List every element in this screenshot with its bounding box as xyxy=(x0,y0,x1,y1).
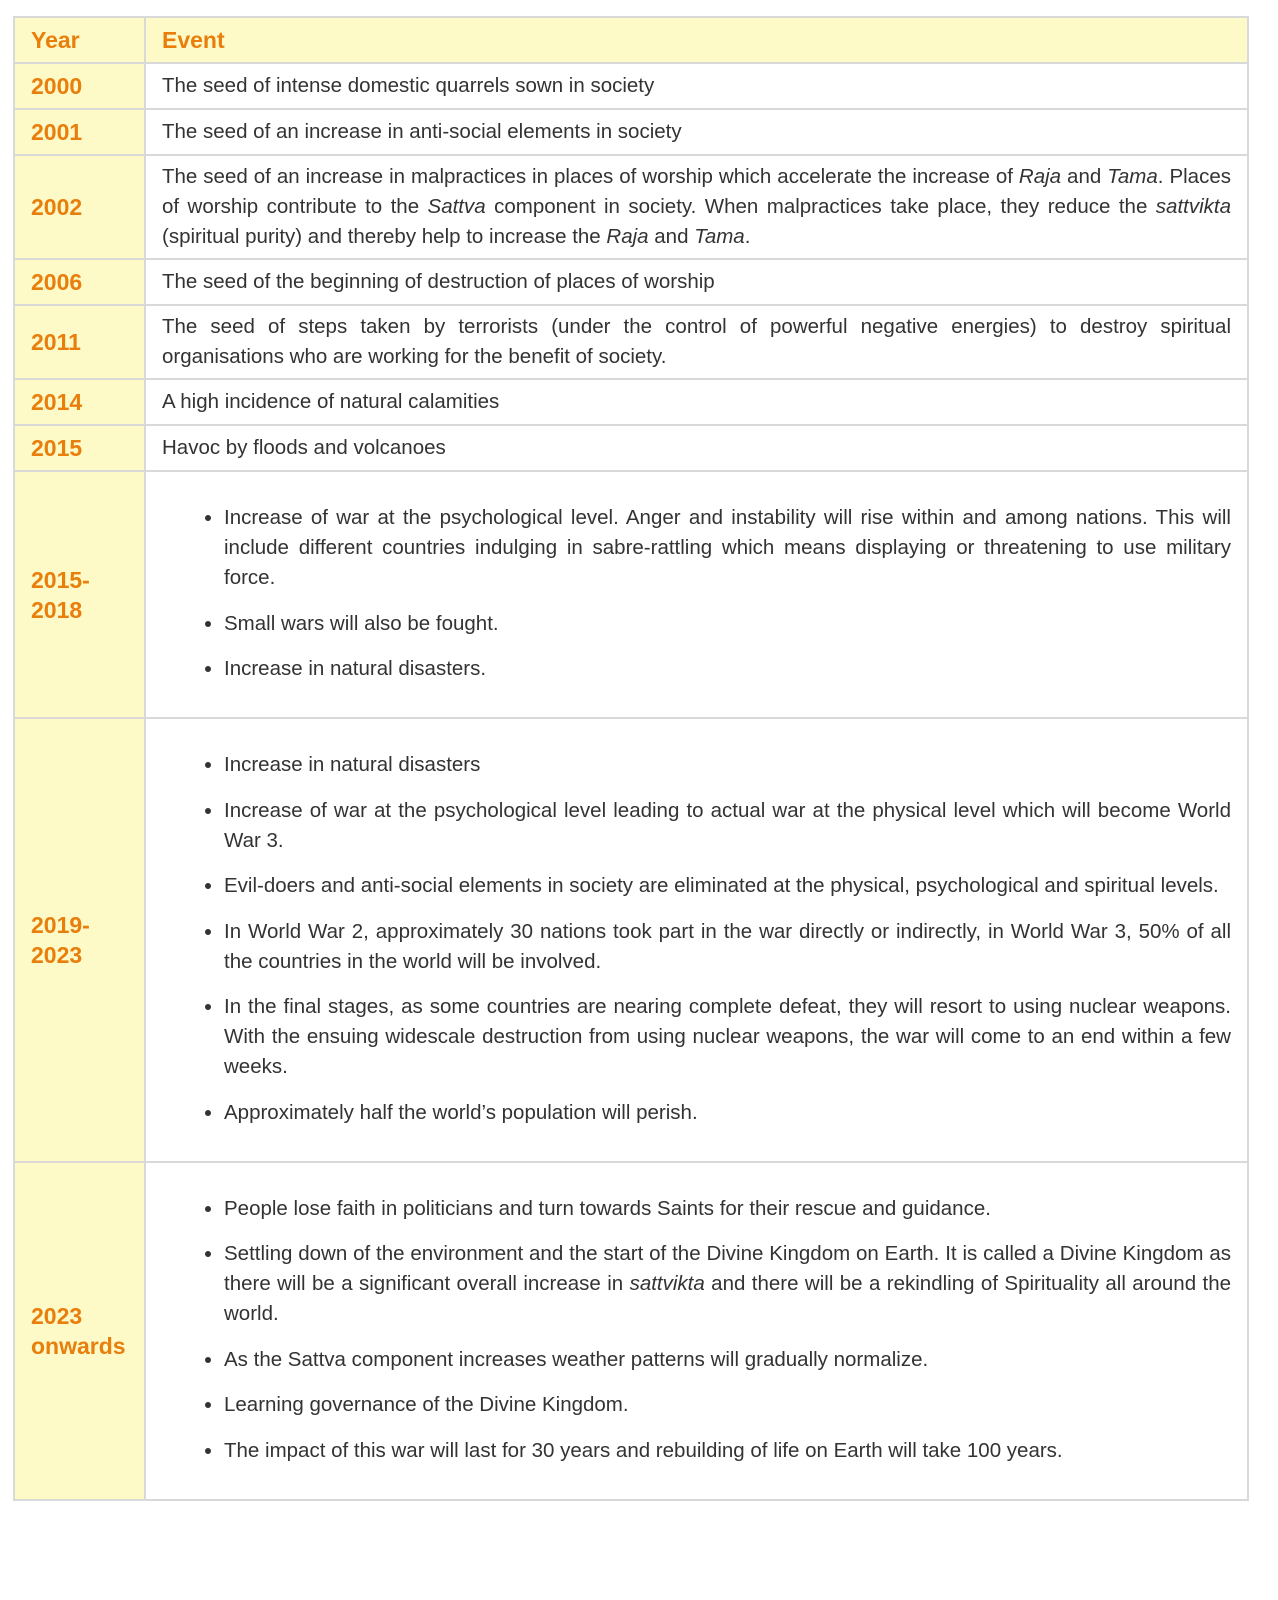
event-cell xyxy=(145,1162,1248,1500)
table-row xyxy=(14,718,1248,1162)
list-item: • Increase in natural disasters xyxy=(224,750,1231,780)
table-header-row xyxy=(14,17,1248,63)
list-item: • Evil-doers and anti-social elements in society are eliminated at the physical, psychological and spiritual levels. xyxy=(224,871,1231,901)
event-bullet-list xyxy=(162,1194,1231,1466)
table-row xyxy=(14,305,1248,379)
event-text: and xyxy=(1061,165,1108,188)
list-item: • Approximately half the world’s population will perish. xyxy=(224,1098,1231,1128)
term-sattva: Sattva xyxy=(427,195,486,218)
table-row xyxy=(14,63,1248,109)
event-cell: The seed of the beginning of destruction of places of worship xyxy=(145,259,1248,305)
list-item: • Increase of war at the psychological level. Anger and instability will rise within and among nations. This will include different countries indulging in sabre-rattling which means displaying or threatening to use military force. xyxy=(224,503,1231,593)
year-cell: 2015-2018 xyxy=(14,471,145,718)
term-tama: Tama xyxy=(1107,165,1158,188)
year-cell: 2023 onwards xyxy=(14,1162,145,1500)
event-cell xyxy=(145,471,1248,718)
event-cell xyxy=(145,718,1248,1162)
term-sattvikta: sattvikta xyxy=(629,1272,705,1295)
event-text: Settling down of the environment and the start of the Divine Kingdom on Earth. It is called a Divine Kingdom as there will be a significant overall increase in xyxy=(224,1242,1231,1295)
list-item: • Increase of war at the psychological level leading to actual war at the physical level which will become World War 3. xyxy=(224,796,1231,856)
event-text: . Places of worship contribute to the xyxy=(162,165,1231,218)
term-tama: Tama xyxy=(694,225,745,248)
list-item: • People lose faith in politicians and turn towards Saints for their rescue and guidance. xyxy=(224,1194,1231,1224)
header-year: Year xyxy=(14,17,145,63)
event-text: component in society. When malpractices take place, they reduce the xyxy=(485,195,1156,218)
table-row xyxy=(14,155,1248,259)
year-cell: 2019-2023 xyxy=(14,718,145,1162)
year-cell: 2002 xyxy=(14,155,145,259)
year-cell: 2011 xyxy=(14,305,145,379)
table-row xyxy=(14,425,1248,471)
event-text: The seed of an increase in malpractices in places of worship which accelerate the increase of xyxy=(162,165,1019,188)
event-text: and xyxy=(648,225,695,248)
event-cell xyxy=(145,155,1248,259)
table-row xyxy=(14,379,1248,425)
table-row xyxy=(14,1162,1248,1500)
event-cell: Havoc by floods and volcanoes xyxy=(145,425,1248,471)
list-item: • Small wars will also be fought. xyxy=(224,609,1231,639)
year-cell: 2014 xyxy=(14,379,145,425)
list-item: • Increase in natural disasters. xyxy=(224,654,1231,684)
timeline-table-container xyxy=(13,16,1247,1501)
event-cell: The seed of an increase in anti-social elements in society xyxy=(145,109,1248,155)
event-cell: A high incidence of natural calamities xyxy=(145,379,1248,425)
list-item: • In World War 2, approximately 30 nations took part in the war directly or indirectly, in World War 3, 50% of all the countries in the world will be involved. xyxy=(224,917,1231,977)
table-row xyxy=(14,471,1248,718)
event-text: (spiritual purity) and thereby help to increase the xyxy=(162,225,607,248)
event-bullet-list xyxy=(162,503,1231,684)
term-raja: Raja xyxy=(1018,165,1062,188)
list-item: • In the final stages, as some countries are nearing complete defeat, they will resort to using nuclear weapons. With the ensuing widescale destruction from using nuclear weapons, the war will come to an end within a few weeks. xyxy=(224,992,1231,1082)
year-cell: 2006 xyxy=(14,259,145,305)
list-item: • As the Sattva component increases weather patterns will gradually normalize. xyxy=(224,1345,1231,1375)
event-paragraph xyxy=(162,162,1231,252)
list-item xyxy=(224,1239,1231,1329)
list-item: • Learning governance of the Divine Kingdom. xyxy=(224,1390,1231,1420)
table-row xyxy=(14,259,1248,305)
header-event: Event xyxy=(145,17,1248,63)
list-item: • The impact of this war will last for 30 years and rebuilding of life on Earth will take 100 years. xyxy=(224,1436,1231,1466)
table-row xyxy=(14,109,1248,155)
year-cell: 2000 xyxy=(14,63,145,109)
event-text: . xyxy=(744,225,751,248)
year-cell: 2015 xyxy=(14,425,145,471)
timeline-table xyxy=(13,16,1249,1501)
event-cell: The seed of intense domestic quarrels sown in society xyxy=(145,63,1248,109)
event-bullet-list xyxy=(162,750,1231,1128)
event-cell xyxy=(145,305,1248,379)
event-paragraph: The seed of steps taken by terrorists (under the control of powerful negative energies) to destroy spiritual organisations who are working for the benefit of society. xyxy=(162,315,1231,368)
year-cell: 2001 xyxy=(14,109,145,155)
event-text: and there will be a rekindling of Spirituality all around the world. xyxy=(224,1272,1232,1325)
term-sattvikta: sattvikta xyxy=(1155,195,1231,218)
term-raja: Raja xyxy=(606,225,649,248)
